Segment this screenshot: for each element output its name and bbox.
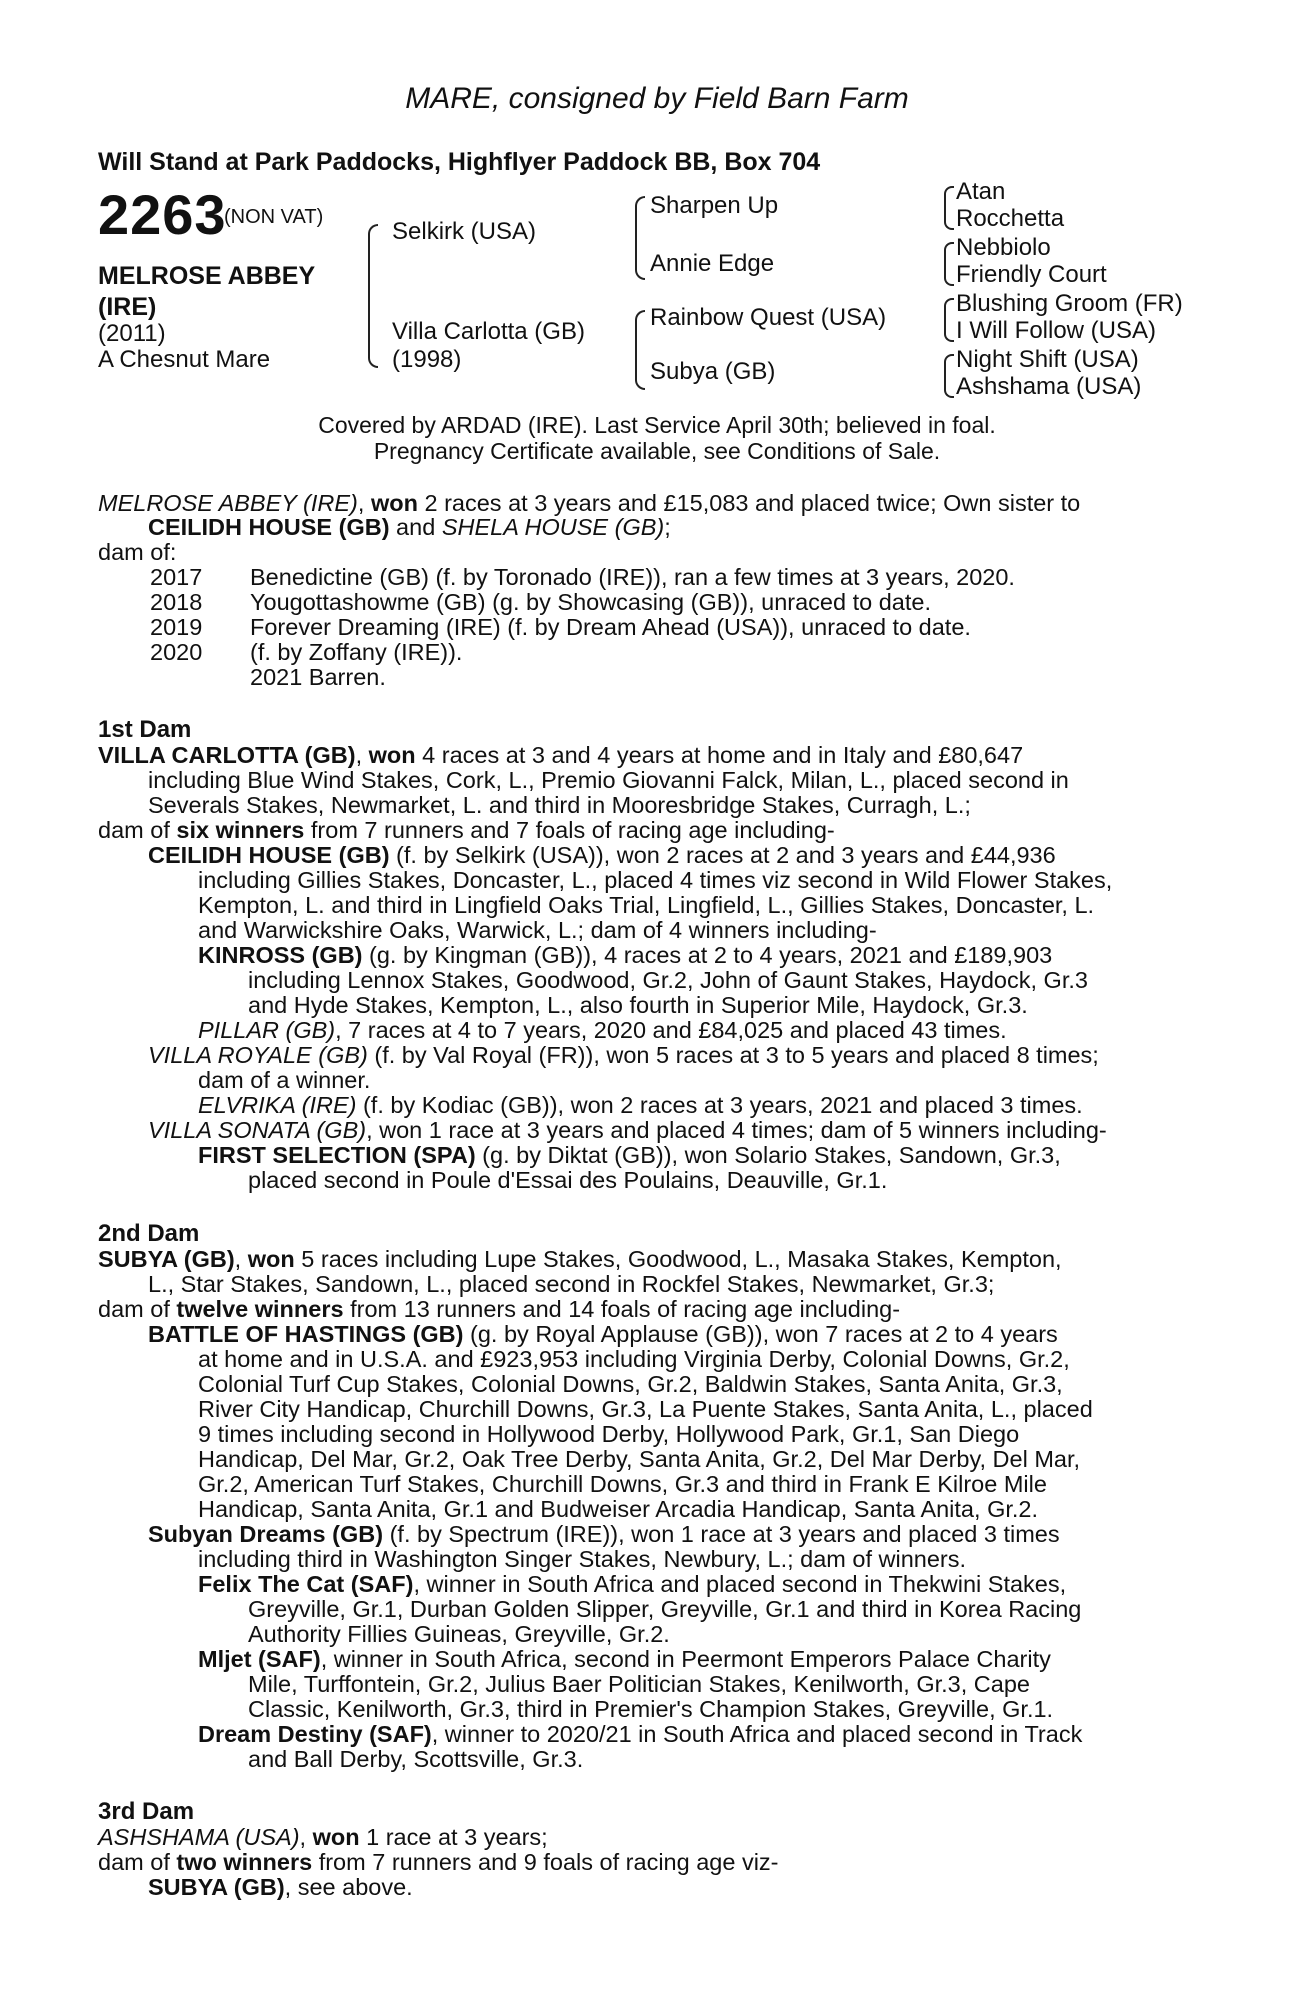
pregnancy-note: Pregnancy Certificate available, see Conditions of Sale.: [373, 438, 941, 464]
dam1-line: and Warwickshire Oaks, Warwick, L.; dam of 4 winners including-: [198, 917, 877, 943]
pedigree-ss: Sharpen Up: [650, 192, 779, 219]
dam-of-label: dam of:: [98, 539, 177, 565]
produce-year: 2018: [150, 589, 203, 615]
pedigree-sss: Atan: [956, 178, 1006, 205]
horse-name: MELROSE ABBEY: [98, 262, 316, 290]
dam1-line: VILLA CARLOTTA (GB), won 4 races at 3 and 4 years at home and in Italy and £80,647: [98, 742, 1024, 768]
dam1-line: and Hyde Stakes, Kempton, L., also fourth in Superior Mile, Haydock, Gr.3.: [248, 992, 1028, 1018]
dam2-line: River City Handicap, Churchill Downs, Gr.3, La Puente Stakes, Santa Anita, L., placed: [198, 1396, 1093, 1422]
dam2-line: Subyan Dreams (GB) (f. by Spectrum (IRE)), won 1 race at 3 years and placed 3 times: [148, 1521, 1060, 1547]
produce-text: Benedictine (GB) (f. by Toronado (IRE)), ran a few times at 3 years, 2020.: [250, 564, 1015, 590]
page-title: MARE, consigned by Field Barn Farm: [405, 82, 909, 115]
pedigree-brace-2a: [635, 196, 645, 280]
dam1-line: FIRST SELECTION (SPA) (g. by Diktat (GB)), won Solario Stakes, Sandown, Gr.3,: [198, 1142, 1061, 1168]
dam1-line: including Gillies Stakes, Doncaster, L., placed 4 times viz second in Wild Flower Stakes,: [198, 867, 1113, 893]
section-heading-1st-dam: 1st Dam: [98, 716, 192, 743]
dam2-line: L., Star Stakes, Sandown, L., placed second in Rockfel Stakes, Newmarket, Gr.3;: [148, 1271, 995, 1297]
dam1-line: including Lennox Stakes, Goodwood, Gr.2, John of Gaunt Stakes, Haydock, Gr.3: [248, 967, 1088, 993]
produce-year: 2020: [150, 639, 203, 665]
pedigree-brace-3d: [944, 354, 954, 398]
dam2-line: Dream Destiny (SAF), winner to 2020/21 in South Africa and placed second in Track: [198, 1721, 1083, 1747]
intro-line-2: CEILIDH HOUSE (GB) and SHELA HOUSE (GB);: [148, 514, 671, 540]
pedigree-brace-1: [368, 224, 378, 368]
pedigree-dam-year: (1998): [392, 346, 462, 373]
dam1-line: Severals Stakes, Newmarket, L. and third in Mooresbridge Stakes, Curragh, L.;: [148, 792, 971, 818]
horse-country: (IRE): [98, 293, 157, 321]
lot-number: 2263: [98, 183, 227, 246]
pedigree-ds: Rainbow Quest (USA): [650, 304, 887, 331]
dam2-line: at home and in U.S.A. and £923,953 including Virginia Derby, Colonial Downs, Gr.2,: [198, 1346, 1070, 1372]
pedigree-sdd: Friendly Court: [956, 261, 1107, 288]
pedigree-dd: Subya (GB): [650, 358, 776, 385]
pedigree-ddd: Ashshama (USA): [956, 373, 1142, 400]
dam2-line: Mljet (SAF), winner in South Africa, second in Peermont Emperors Palace Charity: [198, 1646, 1051, 1672]
dam2-line: Gr.2, American Turf Stakes, Churchill Downs, Gr.3 and third in Frank E Kilroe Mile: [198, 1471, 1047, 1497]
dam2-line: 9 times including second in Hollywood Derby, Hollywood Park, Gr.1, San Diego: [198, 1421, 1020, 1447]
produce-text: Yougottashowme (GB) (g. by Showcasing (GB)), unraced to date.: [250, 589, 931, 615]
dam2-line: Mile, Turffontein, Gr.2, Julius Baer Politician Stakes, Kenilworth, Gr.3, Cape: [248, 1671, 1030, 1697]
dam1-line: dam of six winners from 7 runners and 7 foals of racing age including-: [98, 817, 835, 843]
pedigree-brace-3c: [944, 298, 954, 342]
dam2-line: including third in Washington Singer Stakes, Newbury, L.; dam of winners.: [198, 1546, 967, 1572]
dam2-line: BATTLE OF HASTINGS (GB) (g. by Royal Applause (GB)), won 7 races at 2 to 4 years: [148, 1321, 1058, 1347]
dam3-line: ASHSHAMA (USA), won 1 race at 3 years;: [98, 1824, 548, 1850]
produce-year: 2019: [150, 614, 203, 640]
dam3-line: SUBYA (GB), see above.: [148, 1874, 413, 1900]
dam1-line: VILLA SONATA (GB), won 1 race at 3 years and placed 4 times; dam of 5 winners including-: [148, 1117, 1107, 1143]
dam2-line: Classic, Kenilworth, Gr.3, third in Premier's Champion Stakes, Greyville, Gr.1.: [248, 1696, 1054, 1722]
dam2-line: Handicap, Del Mar, Gr.2, Oak Tree Derby, Santa Anita, Gr.2, Del Mar Derby, Del Mar,: [198, 1446, 1081, 1472]
dam1-line: dam of a winner.: [198, 1067, 371, 1093]
dam3-line: dam of two winners from 7 runners and 9 foals of racing age viz-: [98, 1849, 779, 1875]
pedigree-brace-3b: [944, 242, 954, 286]
intro-line-1: MELROSE ABBEY (IRE), won 2 races at 3 years and £15,083 and placed twice; Own sister to: [98, 490, 1081, 516]
pedigree-dds: Night Shift (USA): [956, 346, 1139, 373]
pedigree-sd: Annie Edge: [650, 250, 775, 277]
dam2-line: and Ball Derby, Scottsville, Gr.3.: [248, 1746, 584, 1772]
pedigree-dsd: I Will Follow (USA): [956, 317, 1157, 344]
dam2-line: dam of twelve winners from 13 runners and 14 foals of racing age including-: [98, 1296, 901, 1322]
produce-text: Forever Dreaming (IRE) (f. by Dream Ahead (USA)), unraced to date.: [250, 614, 971, 640]
pedigree-sire: Selkirk (USA): [392, 218, 537, 245]
dam1-line: VILLA ROYALE (GB) (f. by Val Royal (FR)), won 5 races at 3 to 5 years and placed 8 times;: [148, 1042, 1099, 1068]
dam1-line: including Blue Wind Stakes, Cork, L., Premio Giovanni Falck, Milan, L., placed second in: [148, 767, 1069, 793]
stand-location: Will Stand at Park Paddocks, Highflyer Paddock BB, Box 704: [98, 148, 821, 176]
produce-year: 2017: [150, 564, 203, 590]
horse-year: (2011): [98, 320, 166, 347]
pedigree-dam: Villa Carlotta (GB): [392, 318, 585, 345]
pedigree-ssd: Rocchetta: [956, 205, 1065, 232]
dam1-line: CEILIDH HOUSE (GB) (f. by Selkirk (USA)), won 2 races at 2 and 3 years and £44,936: [148, 842, 1056, 868]
dam2-line: Greyville, Gr.1, Durban Golden Slipper, Greyville, Gr.1 and third in Korea Racing: [248, 1596, 1082, 1622]
dam2-line: Felix The Cat (SAF), winner in South Africa and placed second in Thekwini Stakes,: [198, 1571, 1067, 1597]
dam2-line: Colonial Turf Cup Stakes, Colonial Downs, Gr.2, Baldwin Stakes, Santa Anita, Gr.3,: [198, 1371, 1063, 1397]
dam1-line: placed second in Poule d'Essai des Poulains, Deauville, Gr.1.: [248, 1167, 888, 1193]
dam2-line: Authority Fillies Guineas, Greyville, Gr.2.: [248, 1621, 670, 1647]
produce-text: 2021 Barren.: [250, 664, 386, 690]
dam1-line: KINROSS (GB) (g. by Kingman (GB)), 4 races at 2 to 4 years, 2021 and £189,903: [198, 942, 1053, 968]
covered-note: Covered by ARDAD (IRE). Last Service April 30th; believed in foal.: [318, 412, 996, 438]
section-heading-3rd-dam: 3rd Dam: [98, 1798, 195, 1825]
dam1-line: PILLAR (GB), 7 races at 4 to 7 years, 2020 and £84,025 and placed 43 times.: [198, 1017, 1007, 1043]
section-heading-2nd-dam: 2nd Dam: [98, 1220, 200, 1247]
dam1-line: Kempton, L. and third in Lingfield Oaks Trial, Lingfield, L., Gillies Stakes, Doncaster, L.: [198, 892, 1095, 918]
horse-description: A Chesnut Mare: [98, 346, 271, 373]
produce-text: (f. by Zoffany (IRE)).: [250, 639, 463, 665]
pedigree-sds: Nebbiolo: [956, 234, 1051, 261]
pedigree-brace-2b: [635, 310, 645, 390]
pedigree-brace-3a: [944, 186, 954, 230]
dam1-line: ELVRIKA (IRE) (f. by Kodiac (GB)), won 2 races at 3 years, 2021 and placed 3 times.: [198, 1092, 1083, 1118]
vat-status: (NON VAT): [224, 206, 324, 228]
pedigree-dss: Blushing Groom (FR): [956, 290, 1183, 317]
dam2-line: Handicap, Santa Anita, Gr.1 and Budweiser Arcadia Handicap, Santa Anita, Gr.2.: [198, 1496, 1038, 1522]
dam2-line: SUBYA (GB), won 5 races including Lupe Stakes, Goodwood, L., Masaka Stakes, Kempton,: [98, 1246, 1062, 1272]
